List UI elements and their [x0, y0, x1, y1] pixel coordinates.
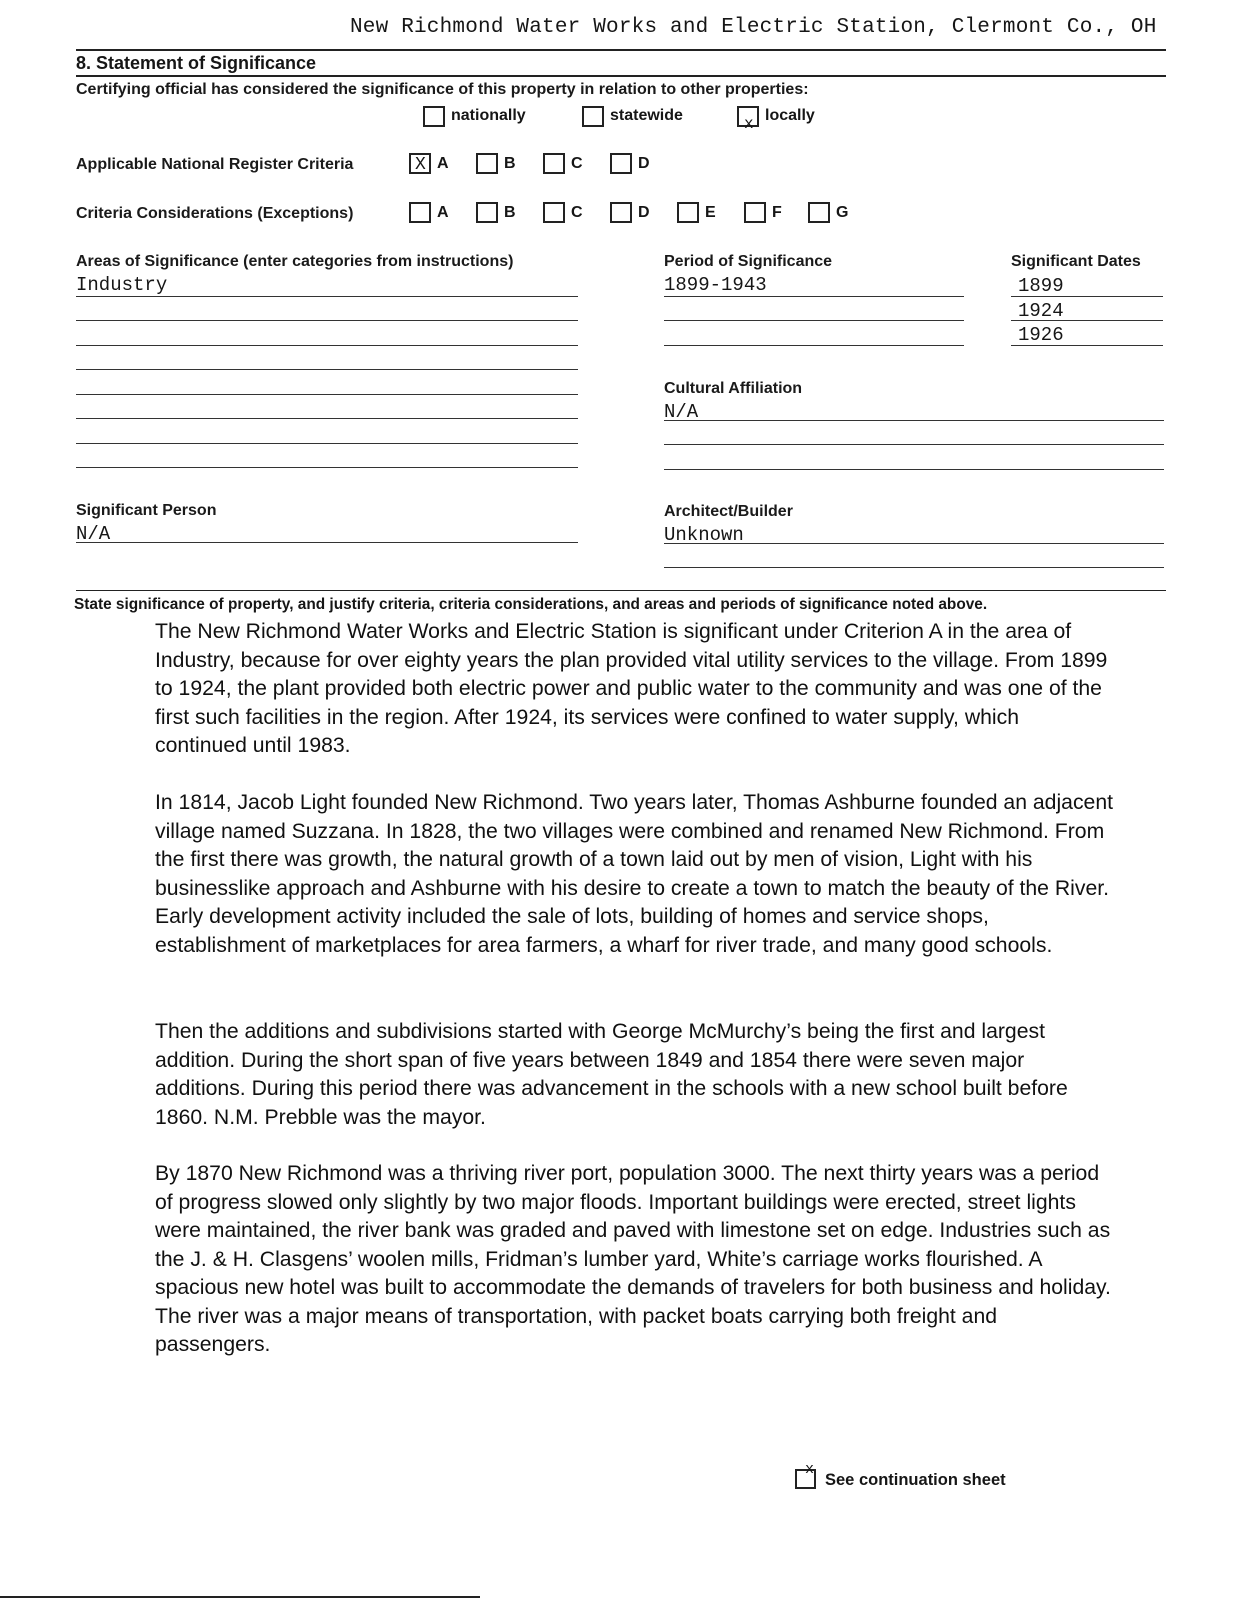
person-line — [76, 542, 578, 543]
section-rule — [76, 75, 1166, 77]
nationally-label: nationally — [451, 107, 526, 124]
consideration-b-label: B — [504, 204, 516, 221]
areas-line — [76, 345, 578, 346]
consideration-d-label: D — [638, 204, 650, 221]
dates-line — [1011, 320, 1163, 321]
period-line — [664, 320, 964, 321]
paragraph-text: In 1814, Jacob Light founded New Richmond. Two years later, Thomas Ashburne founded an adjacent village named Suzzana. In 1828, the two villages were combined and renamed New Richmond. From the first there was growth, the natural growth of a town laid out by men of vision, Light with his businesslike approach and Ashburne with his desire to create a town to match the beauty of the River. Early development activity included the sale of lots, building of homes and service shops, establishment of marketplaces for area farmers, a wharf for river trade, and many good schools. — [155, 791, 1113, 957]
criteria-b-checkbox[interactable] — [476, 153, 498, 174]
checkbox-mark: X — [415, 155, 426, 175]
criteria-a-label: A — [437, 155, 449, 172]
period-line — [664, 296, 964, 297]
areas-line — [76, 394, 578, 395]
date-value-3: 1926 — [1018, 324, 1064, 346]
footer-rule — [0, 1596, 480, 1598]
dates-line — [1011, 296, 1163, 297]
consideration-a-checkbox[interactable] — [409, 202, 431, 223]
paragraph-4 — [155, 1160, 1115, 1360]
document-header-title: New Richmond Water Works and Electric Station, Clermont Co., OH — [350, 16, 1157, 39]
statement-rule — [76, 590, 1166, 591]
consideration-f-label: F — [772, 204, 782, 221]
areas-label: Areas of Significance (enter categories from instructions) — [76, 253, 514, 270]
dates-label: Significant Dates — [1011, 253, 1141, 270]
nationally-checkbox[interactable] — [423, 106, 445, 127]
date-value-1: 1899 — [1018, 275, 1064, 297]
criteria-c-checkbox[interactable] — [543, 153, 565, 174]
areas-value: Industry — [76, 274, 168, 296]
areas-line — [76, 320, 578, 321]
consideration-c-checkbox[interactable] — [543, 202, 565, 223]
consideration-d-checkbox[interactable] — [610, 202, 632, 223]
consideration-f-checkbox[interactable] — [744, 202, 766, 223]
criteria-label: Applicable National Register Criteria — [76, 156, 354, 173]
considerations-label: Criteria Considerations (Exceptions) — [76, 205, 354, 222]
areas-line — [76, 418, 578, 419]
statement-label: State significance of property, and justify criteria, criteria considerations, and areas and periods of significance noted above. — [74, 596, 988, 613]
criteria-d-checkbox[interactable] — [610, 153, 632, 174]
paragraph-text: By 1870 New Richmond was a thriving river port, population 3000. The next thirty years was a period of progress slowed only slightly by two major floods. Important buildings were erected, street lights were maintained, the river bank was graded and paved with limestone set on edge. Industries such as the J. & H. Clasgens’ woolen mills, Fridman’s lumber yard, White’s carriage works flourished. A spacious new hotel was built to accommodate the demands of travelers for both business and holiday. The river was a major means of transportation, with packet boats carrying both freight and passengers. — [155, 1162, 1111, 1356]
statewide-checkbox[interactable] — [582, 106, 604, 127]
statewide-label: statewide — [610, 107, 683, 124]
paragraph-1 — [155, 618, 1115, 761]
continuation-label: See continuation sheet — [825, 1471, 1006, 1489]
consideration-e-label: E — [705, 204, 716, 221]
consideration-e-checkbox[interactable] — [677, 202, 699, 223]
criteria-b-label: B — [504, 155, 516, 172]
paragraph-2 — [155, 789, 1115, 960]
paragraph-text: Then the additions and subdivisions started with George McMurchy’s being the first and largest addition. During the short span of five years between 1849 and 1854 there were seven major additions. During this period there was advancement in the schools with a new school built before 1860. N.M. Prebble was the mayor. — [155, 1020, 1068, 1129]
consideration-c-label: C — [571, 204, 583, 221]
paragraph-3 — [155, 1018, 1115, 1132]
areas-line — [76, 467, 578, 468]
criteria-c-label: C — [571, 155, 583, 172]
cultural-line — [664, 420, 1164, 421]
date-value-2: 1924 — [1018, 300, 1064, 322]
locally-label: locally — [765, 107, 815, 124]
cultural-line — [664, 469, 1164, 470]
certifying-text: Certifying official has considered the significance of this property in relation to other properties: — [76, 81, 809, 98]
consideration-g-label: G — [836, 204, 849, 221]
continuation-checkbox[interactable] — [795, 1461, 816, 1489]
person-label: Significant Person — [76, 502, 217, 519]
consideration-a-label: A — [437, 204, 449, 221]
criteria-a-checkbox[interactable] — [409, 153, 431, 174]
areas-line — [76, 296, 578, 297]
architect-label: Architect/Builder — [664, 503, 793, 520]
areas-line — [76, 443, 578, 444]
consideration-b-checkbox[interactable] — [476, 202, 498, 223]
paragraph-text: The New Richmond Water Works and Electric Station is significant under Criterion A in the area of Industry, because for over eighty years the plan provided vital utility services to the village. From 1899 to 1924, the plant provided both electric power and public water to the community and was one of the first such facilities in the region. After 1924, its services were confined to water supply, which continued until 1983. — [155, 620, 1108, 757]
checkbox-mark: x — [744, 115, 754, 133]
architect-line — [664, 567, 1164, 568]
period-line — [664, 345, 964, 346]
locally-checkbox[interactable] — [737, 106, 759, 133]
architect-value: Unknown — [664, 524, 744, 546]
checkbox-mark: x — [805, 1461, 815, 1478]
cultural-line — [664, 444, 1164, 445]
person-value: N/A — [76, 523, 111, 545]
architect-line — [664, 543, 1164, 544]
areas-line — [76, 369, 578, 370]
section-title: 8. Statement of Significance — [76, 53, 317, 73]
criteria-d-label: D — [638, 155, 650, 172]
dates-line — [1011, 345, 1163, 346]
consideration-g-checkbox[interactable] — [808, 202, 830, 223]
cultural-value: N/A — [664, 401, 699, 423]
cultural-label: Cultural Affiliation — [664, 380, 803, 397]
header-rule — [76, 49, 1166, 51]
period-value: 1899-1943 — [664, 274, 767, 296]
period-label: Period of Significance — [664, 253, 833, 270]
